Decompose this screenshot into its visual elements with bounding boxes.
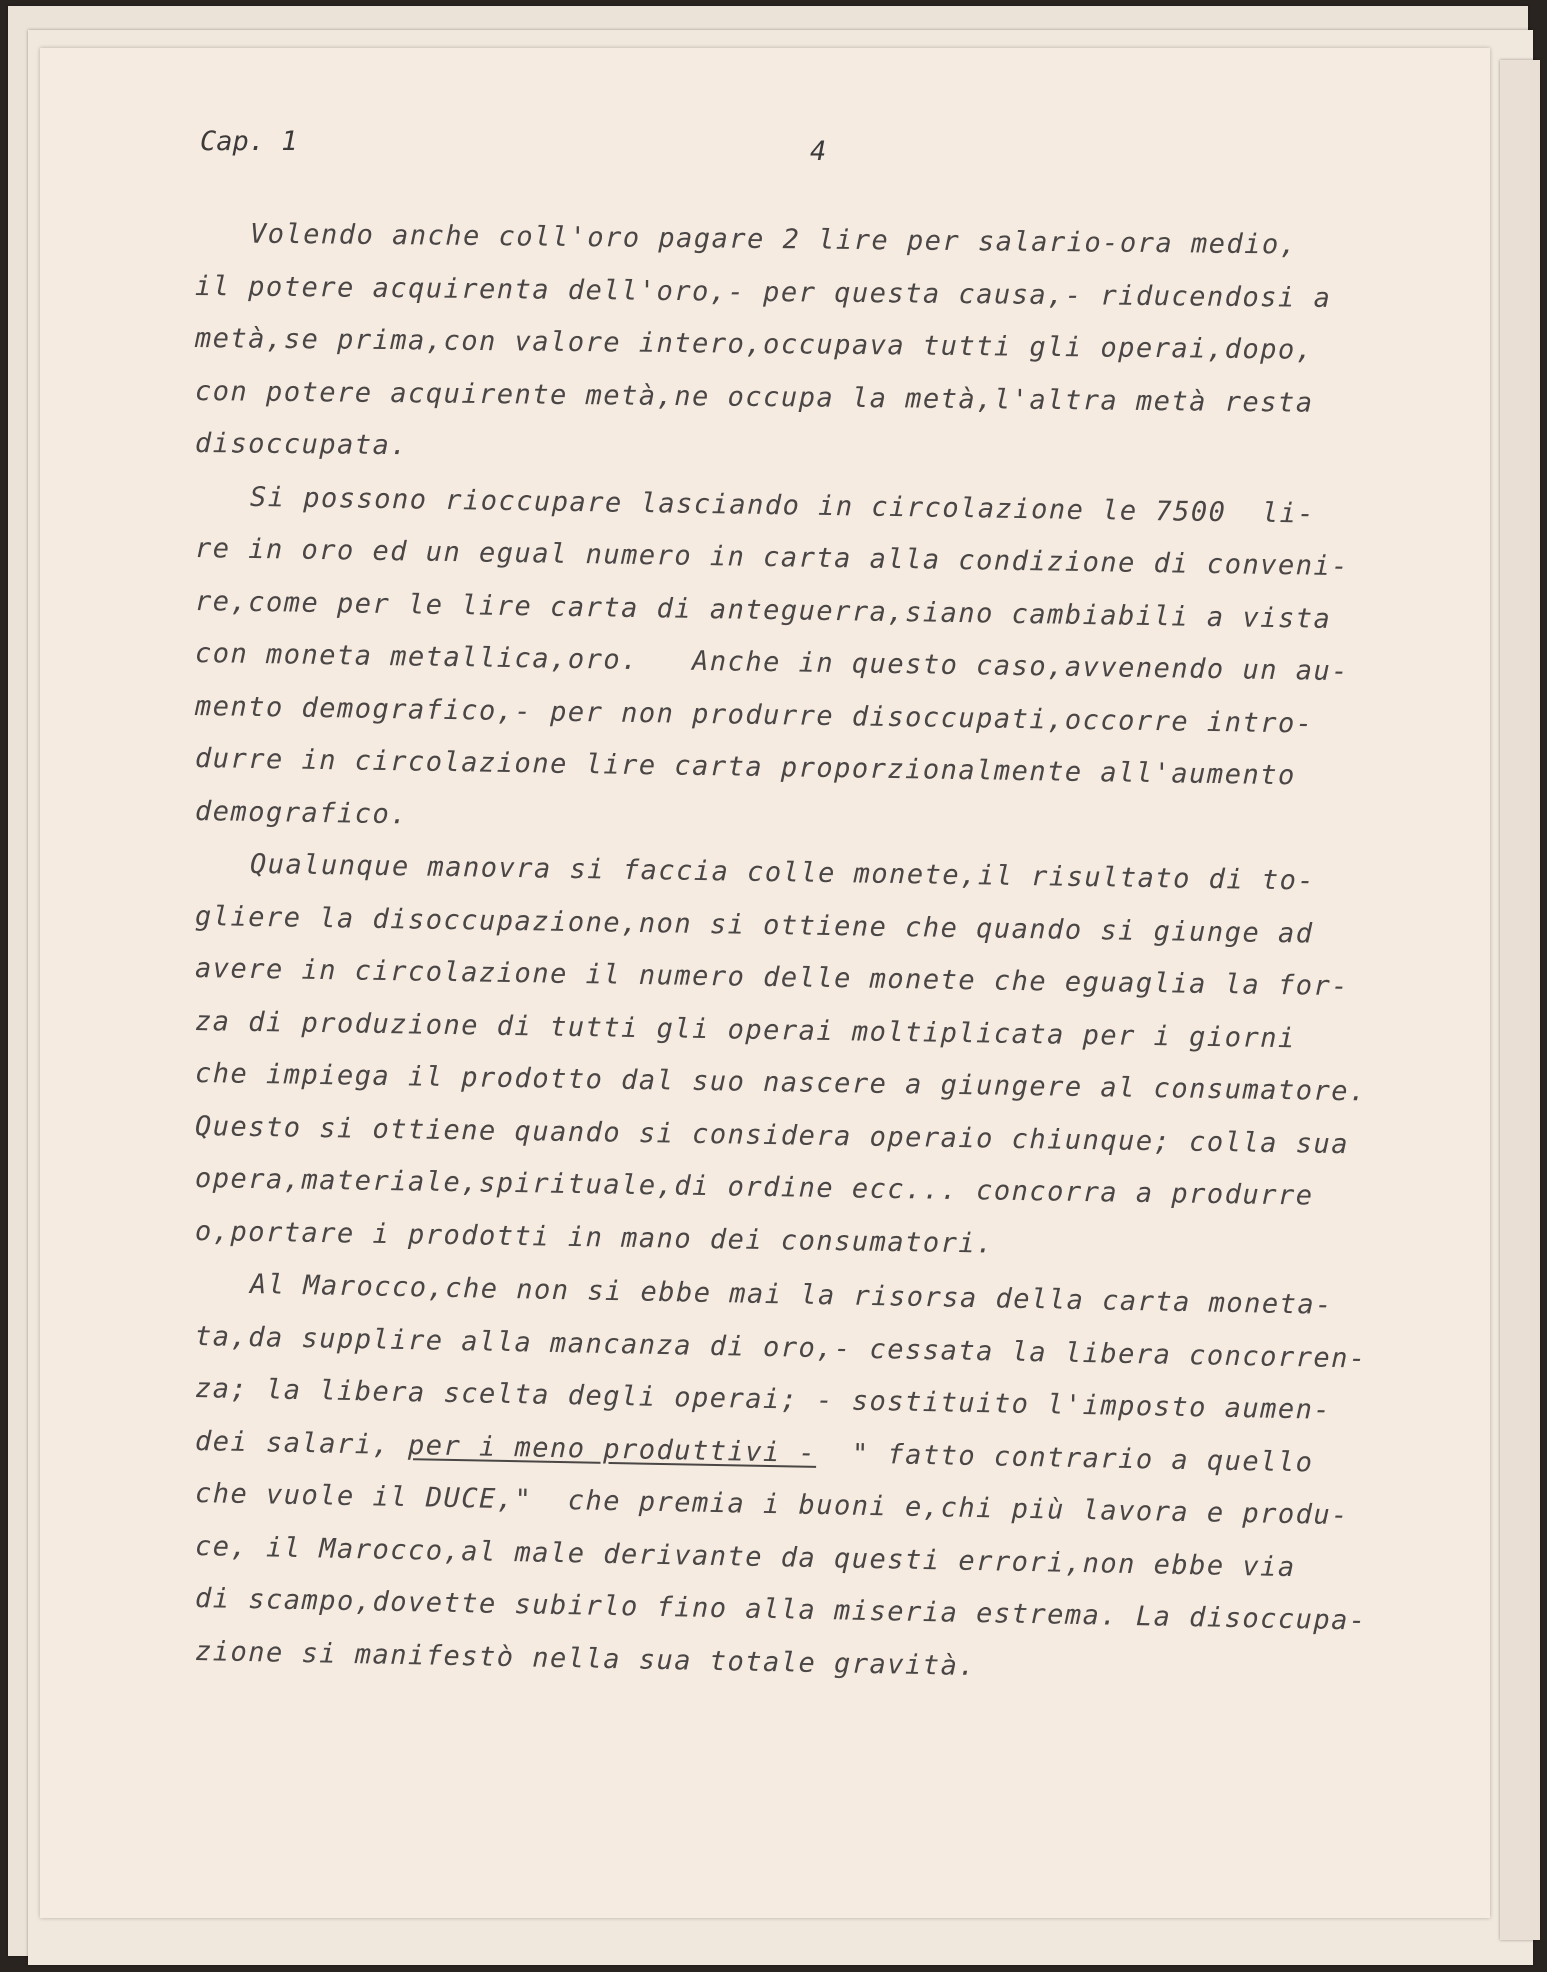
text-line: mento demografico,- per non produrre disoccupati,occorre intro- <box>194 690 1314 740</box>
text-line: ce, il Marocco,al male derivante da questi errori,non ebbe via <box>194 1530 1296 1583</box>
text-line: za; la libera scelta degli operai; - sostituito l'imposto aumen- <box>194 1373 1332 1426</box>
text-line: con potere acquirente metà,ne occupa la metà,l'altra metà resta <box>194 375 1314 419</box>
text-line: di scampo,dovette subirlo fino alla miseria estrema. La disoccupa- <box>194 1583 1367 1637</box>
underlined-phrase: per i meno produttivi - <box>407 1429 817 1469</box>
text-line: za di produzione di tutti gli operai moltiplicata per i giorni <box>194 1005 1296 1054</box>
text-line: Questo si ottiene quando si considera operaio chiunque; colla sua <box>194 1110 1350 1160</box>
text-line: Volendo anche coll'oro pagare 2 lire per salario-ora medio, <box>249 218 1298 261</box>
text-line: gliere la disoccupazione,non si ottiene che quando si giunge ad <box>194 900 1314 950</box>
page-number: 4 <box>810 136 827 167</box>
text-line: metà,se prima,con valore intero,occupava tutti gli operai,dopo, <box>194 323 1314 366</box>
text-line: durre in circolazione lire carta proporzionalmente all'aumento <box>194 743 1296 792</box>
chapter-label: Cap. 1 <box>200 126 298 157</box>
text-line: Al Marocco,che non si ebbe mai la risorsa della carta moneta- <box>249 1269 1334 1321</box>
document-page <box>40 48 1490 1918</box>
back-sheet-edge <box>1500 60 1540 1940</box>
text-line: zione si manifestò nella sua totale gravità. <box>194 1635 977 1682</box>
page-header <box>200 126 1330 166</box>
text-line: Qualunque manovra si faccia colle monete,il risultato di to- <box>249 848 1316 897</box>
text-line: o,portare i prodotti in mano dei consumatori. <box>194 1215 995 1260</box>
text-line: Si possono rioccupare lasciando in circolazione le 7500 li- <box>249 481 1316 530</box>
text-line: il potere acquirenta dell'oro,- per questa causa,- riducendosi a <box>194 270 1332 314</box>
text-line: re in oro ed un egual numero in carta alla condizione di conveni- <box>194 533 1350 583</box>
typed-text-body <box>194 208 1375 1682</box>
text-line: che impiega il prodotto dal suo nascere a giungere al consumatore. <box>194 1058 1367 1108</box>
text-line: opera,materiale,spirituale,di ordine ecc... concorra a produrre <box>194 1163 1314 1212</box>
text-line: che vuole il DUCE," che premia i buoni e,chi più lavora e produ- <box>194 1478 1350 1532</box>
text-line: dei salari, per i meno produttivi - " fatto contrario a quello <box>194 1425 1314 1478</box>
text-line: con moneta metallica,oro. Anche in questo caso,avvenendo un au- <box>194 638 1350 688</box>
text-line: avere in circolazione il numero delle monete che eguaglia la for- <box>194 953 1350 1003</box>
text-line: re,come per le lire carta di anteguerra,siano cambiabili a vista <box>194 585 1332 635</box>
text-line: demografico. <box>194 795 409 830</box>
text-line: disoccupata. <box>194 428 409 462</box>
text-line: ta,da supplire alla mancanza di oro,- cessata la libera concorren- <box>194 1320 1367 1374</box>
